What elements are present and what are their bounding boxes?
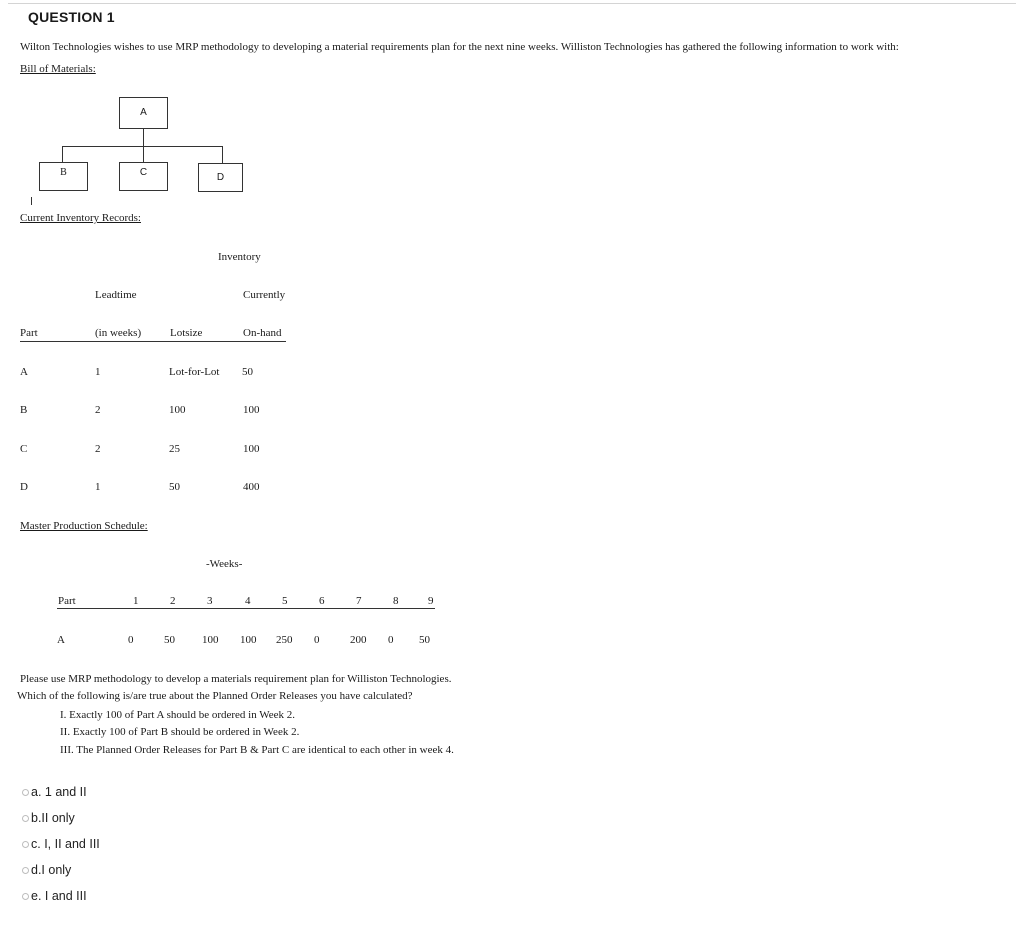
row-onhand: 50 (242, 366, 253, 378)
week-number: 2 (170, 595, 176, 607)
mps-part-header: Part (58, 595, 76, 607)
inventory-header: Inventory (218, 251, 261, 263)
row-onhand: 100 (243, 443, 260, 455)
bom-node-c: C (119, 162, 168, 191)
onhand-column-header: On-hand (243, 327, 282, 339)
bom-connector (62, 146, 222, 147)
prompt-line-1: Please use MRP methodology to develop a materials requirement plan for Williston Technologies. (20, 673, 452, 685)
option-label: c. I, II and III (31, 837, 100, 851)
row-part: B (20, 404, 28, 416)
week-number: 1 (133, 595, 139, 607)
currently-header: Currently (243, 289, 286, 301)
mps-value: 100 (240, 634, 257, 646)
mps-value: 50 (164, 634, 175, 646)
row-lotsize: 100 (169, 404, 186, 416)
radio-button[interactable] (22, 893, 29, 900)
bom-connector (62, 146, 63, 162)
bom-node-a: A (119, 97, 168, 129)
option-label: d.I only (31, 863, 72, 877)
option-label: b.II only (31, 811, 75, 825)
row-leadtime: 2 (95, 443, 101, 455)
option-d[interactable] (22, 863, 71, 877)
row-leadtime: 2 (95, 404, 101, 416)
bom-label: Bill of Materials: (20, 63, 96, 75)
mps-value: 100 (202, 634, 219, 646)
bom-node-b: B (39, 162, 88, 191)
option-label: a. 1 and II (31, 785, 87, 799)
weeks-column-header: (in weeks) (95, 327, 142, 339)
row-lotsize: 25 (169, 443, 180, 455)
bom-connector (143, 146, 144, 162)
week-number: 9 (428, 595, 434, 607)
option-b[interactable] (22, 811, 75, 825)
bom-connector (143, 129, 144, 146)
week-number: 6 (319, 595, 325, 607)
mps-label: Master Production Schedule: (20, 520, 148, 532)
row-lotsize: 50 (169, 481, 180, 493)
option-label: e. I and III (31, 889, 87, 903)
row-onhand: 400 (243, 481, 260, 493)
text-cursor-mark (31, 197, 32, 205)
top-divider (8, 3, 1016, 4)
radio-button[interactable] (22, 789, 29, 796)
week-number: 3 (207, 595, 213, 607)
row-onhand: 100 (243, 404, 260, 416)
mps-value: 250 (276, 634, 293, 646)
row-part: C (20, 443, 28, 455)
mps-value: 0 (314, 634, 320, 646)
inventory-label: Current Inventory Records: (20, 212, 141, 224)
mps-header-rule (57, 608, 435, 609)
row-part: A (20, 366, 28, 378)
row-leadtime: 1 (95, 366, 101, 378)
lotsize-column-header: Lotsize (170, 327, 203, 339)
week-number: 7 (356, 595, 362, 607)
bom-connector (222, 146, 223, 163)
week-number: 8 (393, 595, 399, 607)
option-e[interactable] (22, 889, 87, 903)
statement-3: III. The Planned Order Releases for Part B & Part C are identical to each other in week 4. (60, 744, 454, 756)
radio-button[interactable] (22, 867, 29, 874)
week-number: 4 (245, 595, 251, 607)
mps-row-part: A (57, 634, 65, 646)
option-a[interactable] (22, 785, 87, 799)
inventory-header-rule (20, 341, 286, 342)
question-title: QUESTION 1 (28, 9, 115, 25)
question-intro: Wilton Technologies wishes to use MRP methodology to developing a material requirements plan for the next nine weeks. Williston Technologies has gathered the following information to work with: (20, 41, 899, 53)
radio-button[interactable] (22, 815, 29, 822)
statement-2: II. Exactly 100 of Part B should be ordered in Week 2. (60, 726, 300, 738)
weeks-header: -Weeks- (206, 558, 243, 570)
mps-value: 200 (350, 634, 367, 646)
radio-button[interactable] (22, 841, 29, 848)
row-lotsize: Lot-for-Lot (169, 366, 220, 378)
bom-node-d: D (198, 163, 243, 192)
row-leadtime: 1 (95, 481, 101, 493)
mps-value: 0 (128, 634, 134, 646)
week-number: 5 (282, 595, 288, 607)
part-column-header: Part (20, 327, 38, 339)
option-c[interactable] (22, 837, 100, 851)
mps-value: 0 (388, 634, 394, 646)
leadtime-header: Leadtime (95, 289, 137, 301)
prompt-line-2: Which of the following is/are true about the Planned Order Releases you have calculated? (17, 690, 413, 702)
statement-1: I. Exactly 100 of Part A should be ordered in Week 2. (60, 709, 296, 721)
mps-value: 50 (419, 634, 430, 646)
row-part: D (20, 481, 28, 493)
